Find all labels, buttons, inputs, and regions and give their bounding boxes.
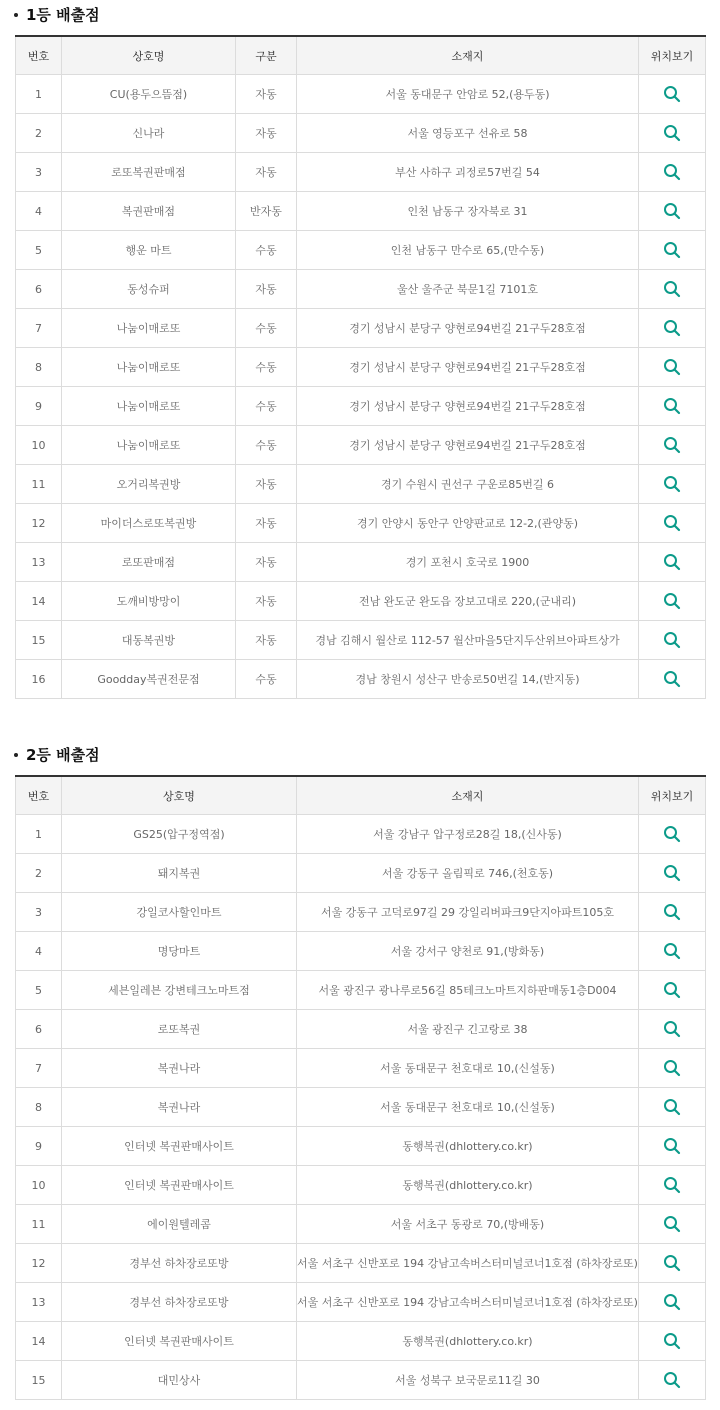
store-name: 행운 마트 <box>62 231 236 270</box>
table-row <box>16 1322 706 1361</box>
store-name: 돼지복권 <box>62 854 297 893</box>
search-icon <box>663 631 681 649</box>
search-icon <box>663 592 681 610</box>
row-number: 2 <box>16 114 62 153</box>
store-address: 부산 사하구 괴정로57번길 54 <box>297 153 639 192</box>
store-name: 복권나라 <box>62 1088 297 1127</box>
view-location-button[interactable] <box>660 589 684 613</box>
table-row <box>16 153 706 192</box>
store-name: 강일코사할인마트 <box>62 893 297 932</box>
location-cell <box>639 504 706 543</box>
store-address: 서울 영등포구 선유로 58 <box>297 114 639 153</box>
view-location-button[interactable] <box>660 822 684 846</box>
search-icon <box>663 1293 681 1311</box>
header-no: 번호 <box>16 36 62 75</box>
row-number: 10 <box>16 426 62 465</box>
row-number: 8 <box>16 348 62 387</box>
store-name: 로또판매점 <box>62 543 236 582</box>
row-number: 7 <box>16 1049 62 1088</box>
row-number: 15 <box>16 621 62 660</box>
search-icon <box>663 397 681 415</box>
row-number: 9 <box>16 1127 62 1166</box>
location-cell <box>639 75 706 114</box>
row-number: 16 <box>16 660 62 699</box>
store-name: 도깨비방망이 <box>62 582 236 621</box>
header-address: 소재지 <box>297 776 639 815</box>
search-icon <box>663 1332 681 1350</box>
view-location-button[interactable] <box>660 394 684 418</box>
table-row <box>16 893 706 932</box>
view-location-button[interactable] <box>660 1095 684 1119</box>
selection-type: 수동 <box>236 309 297 348</box>
view-location-button[interactable] <box>660 316 684 340</box>
view-location-button[interactable] <box>660 277 684 301</box>
store-name: 로또복권판매점 <box>62 153 236 192</box>
store-name: 나눔이매로또 <box>62 348 236 387</box>
selection-type: 자동 <box>236 114 297 153</box>
row-number: 6 <box>16 270 62 309</box>
location-cell <box>639 1205 706 1244</box>
search-icon <box>663 1098 681 1116</box>
location-cell <box>639 971 706 1010</box>
row-number: 11 <box>16 1205 62 1244</box>
section-title-second <box>14 744 100 765</box>
location-cell <box>639 621 706 660</box>
store-name: 인터넷 복권판매사이트 <box>62 1322 297 1361</box>
store-address: 서울 서초구 신반포로 194 강남고속버스터미널코너1호점 (하차장로또) <box>297 1244 639 1283</box>
store-name: 경부선 하차장로또방 <box>62 1283 297 1322</box>
search-icon <box>663 942 681 960</box>
location-cell <box>639 932 706 971</box>
view-location-button[interactable] <box>660 1251 684 1275</box>
store-name: 나눔이매로또 <box>62 387 236 426</box>
search-icon <box>663 85 681 103</box>
row-number: 8 <box>16 1088 62 1127</box>
header-name: 상호명 <box>62 36 236 75</box>
store-name: Goodday복권전문점 <box>62 660 236 699</box>
row-number: 3 <box>16 153 62 192</box>
search-icon <box>663 1020 681 1038</box>
location-cell <box>639 543 706 582</box>
search-icon <box>663 280 681 298</box>
row-number: 1 <box>16 815 62 854</box>
store-name: 마이더스로또복권방 <box>62 504 236 543</box>
view-location-button[interactable] <box>660 1056 684 1080</box>
location-cell <box>639 854 706 893</box>
store-address: 서울 강동구 올림픽로 746,(천호동) <box>297 854 639 893</box>
row-number: 12 <box>16 1244 62 1283</box>
view-location-button[interactable] <box>660 978 684 1002</box>
location-cell <box>639 582 706 621</box>
store-address: 서울 서초구 동광로 70,(방배동) <box>297 1205 639 1244</box>
location-cell <box>639 1244 706 1283</box>
search-icon <box>663 1215 681 1233</box>
table-row <box>16 621 706 660</box>
store-name: 대동복권방 <box>62 621 236 660</box>
table-row <box>16 348 706 387</box>
store-address: 경기 성남시 분당구 양현로94번길 21구두28호점 <box>297 387 639 426</box>
row-number: 14 <box>16 1322 62 1361</box>
table-row <box>16 1244 706 1283</box>
search-icon <box>663 981 681 999</box>
location-cell <box>639 1166 706 1205</box>
search-icon <box>663 1176 681 1194</box>
location-cell <box>639 1127 706 1166</box>
store-address: 동행복권(dhlottery.co.kr) <box>297 1127 639 1166</box>
table-row <box>16 582 706 621</box>
selection-type: 수동 <box>236 660 297 699</box>
store-address: 경남 창원시 성산구 반송로50번길 14,(반지동) <box>297 660 639 699</box>
selection-type: 자동 <box>236 153 297 192</box>
selection-type: 자동 <box>236 270 297 309</box>
view-location-button[interactable] <box>660 82 684 106</box>
view-location-button[interactable] <box>660 199 684 223</box>
view-location-button[interactable] <box>660 355 684 379</box>
table-row <box>16 192 706 231</box>
table-row <box>16 114 706 153</box>
row-number: 10 <box>16 1166 62 1205</box>
selection-type: 수동 <box>236 231 297 270</box>
location-cell <box>639 815 706 854</box>
table-row <box>16 1166 706 1205</box>
store-name: 로또복권 <box>62 1010 297 1049</box>
header-location: 위치보기 <box>639 36 706 75</box>
view-location-button[interactable] <box>660 1017 684 1041</box>
store-name: 에이원텔레콤 <box>62 1205 297 1244</box>
bullet-icon <box>14 13 18 17</box>
table-row <box>16 1127 706 1166</box>
store-address: 경기 성남시 분당구 양현로94번길 21구두28호점 <box>297 426 639 465</box>
view-location-button[interactable] <box>660 1329 684 1353</box>
view-location-button[interactable] <box>660 550 684 574</box>
table-row <box>16 426 706 465</box>
selection-type: 수동 <box>236 426 297 465</box>
header-name: 상호명 <box>62 776 297 815</box>
view-location-button[interactable] <box>660 1173 684 1197</box>
section-title-text: 2등 배출점 <box>26 746 100 764</box>
store-name: GS25(압구정역점) <box>62 815 297 854</box>
row-number: 1 <box>16 75 62 114</box>
store-address: 서울 광진구 긴고랑로 38 <box>297 1010 639 1049</box>
row-number: 7 <box>16 309 62 348</box>
store-name: 나눔이매로또 <box>62 309 236 348</box>
search-icon <box>663 864 681 882</box>
section-title-text: 1등 배출점 <box>26 6 100 24</box>
search-icon <box>663 358 681 376</box>
store-address: 경기 수원시 권선구 구운로85번길 6 <box>297 465 639 504</box>
view-location-button[interactable] <box>660 121 684 145</box>
search-icon <box>663 670 681 688</box>
store-name: 세븐일레븐 강변테크노마트점 <box>62 971 297 1010</box>
search-icon <box>663 514 681 532</box>
location-cell <box>639 465 706 504</box>
row-number: 11 <box>16 465 62 504</box>
selection-type: 자동 <box>236 621 297 660</box>
store-address: 서울 강남구 압구정로28길 18,(신사동) <box>297 815 639 854</box>
table-row <box>16 854 706 893</box>
selection-type: 자동 <box>236 582 297 621</box>
store-name: 복권나라 <box>62 1049 297 1088</box>
table-row <box>16 1088 706 1127</box>
selection-type: 수동 <box>236 348 297 387</box>
view-location-button[interactable] <box>660 1212 684 1236</box>
store-name: 신나라 <box>62 114 236 153</box>
store-address: 서울 서초구 신반포로 194 강남고속버스터미널코너1호점 (하차장로또) <box>297 1283 639 1322</box>
location-cell <box>639 1283 706 1322</box>
header-type: 구분 <box>236 36 297 75</box>
header-no: 번호 <box>16 776 62 815</box>
store-address: 인천 남동구 만수로 65,(만수동) <box>297 231 639 270</box>
table-row <box>16 504 706 543</box>
table-row <box>16 815 706 854</box>
store-name: 명당마트 <box>62 932 297 971</box>
table-header-row <box>16 776 706 815</box>
search-icon <box>663 319 681 337</box>
view-location-button[interactable] <box>660 900 684 924</box>
store-address: 경기 성남시 분당구 양현로94번길 21구두28호점 <box>297 348 639 387</box>
store-name: 대민상사 <box>62 1361 297 1400</box>
row-number: 15 <box>16 1361 62 1400</box>
view-location-button[interactable] <box>660 1290 684 1314</box>
table-row <box>16 971 706 1010</box>
search-icon <box>663 163 681 181</box>
table-row <box>16 1361 706 1400</box>
location-cell <box>639 387 706 426</box>
location-cell <box>639 1010 706 1049</box>
search-icon <box>663 1059 681 1077</box>
bullet-icon <box>14 753 18 757</box>
store-address: 경기 성남시 분당구 양현로94번길 21구두28호점 <box>297 309 639 348</box>
store-address: 동행복권(dhlottery.co.kr) <box>297 1166 639 1205</box>
row-number: 4 <box>16 192 62 231</box>
store-address: 동행복권(dhlottery.co.kr) <box>297 1322 639 1361</box>
section-title-first <box>14 4 100 25</box>
selection-type: 자동 <box>236 543 297 582</box>
table-row <box>16 231 706 270</box>
store-name: 나눔이매로또 <box>62 426 236 465</box>
search-icon <box>663 553 681 571</box>
view-location-button[interactable] <box>660 160 684 184</box>
location-cell <box>639 153 706 192</box>
table-row <box>16 75 706 114</box>
view-location-button[interactable] <box>660 433 684 457</box>
view-location-button[interactable] <box>660 238 684 262</box>
search-icon <box>663 436 681 454</box>
store-address: 경남 김해시 월산로 112-57 월산마을5단지두산위브아파트상가 <box>297 621 639 660</box>
row-number: 9 <box>16 387 62 426</box>
selection-type: 반자동 <box>236 192 297 231</box>
row-number: 5 <box>16 231 62 270</box>
store-address: 서울 성북구 보국문로11길 30 <box>297 1361 639 1400</box>
store-name: 인터넷 복권판매사이트 <box>62 1166 297 1205</box>
store-name: 경부선 하차장로또방 <box>62 1244 297 1283</box>
row-number: 14 <box>16 582 62 621</box>
location-cell <box>639 1322 706 1361</box>
selection-type: 자동 <box>236 465 297 504</box>
table-row <box>16 270 706 309</box>
table-row <box>16 1049 706 1088</box>
search-icon <box>663 202 681 220</box>
search-icon <box>663 825 681 843</box>
location-cell <box>639 114 706 153</box>
second-prize-table <box>15 775 706 1400</box>
location-cell <box>639 192 706 231</box>
row-number: 5 <box>16 971 62 1010</box>
row-number: 13 <box>16 1283 62 1322</box>
store-name: 인터넷 복권판매사이트 <box>62 1127 297 1166</box>
view-location-button[interactable] <box>660 1134 684 1158</box>
store-address: 서울 광진구 광나루로56길 85테크노마트지하판매동1층D004 <box>297 971 639 1010</box>
store-address: 울산 울주군 북문1길 7101호 <box>297 270 639 309</box>
location-cell <box>639 660 706 699</box>
location-cell <box>639 1088 706 1127</box>
store-address: 전남 완도군 완도읍 장보고대로 220,(군내리) <box>297 582 639 621</box>
row-number: 2 <box>16 854 62 893</box>
location-cell <box>639 1361 706 1400</box>
store-address: 서울 동대문구 안암로 52,(용두동) <box>297 75 639 114</box>
location-cell <box>639 231 706 270</box>
selection-type: 자동 <box>236 504 297 543</box>
table-row <box>16 1205 706 1244</box>
view-location-button[interactable] <box>660 667 684 691</box>
search-icon <box>663 1137 681 1155</box>
view-location-button[interactable] <box>660 628 684 652</box>
location-cell <box>639 348 706 387</box>
search-icon <box>663 124 681 142</box>
view-location-button[interactable] <box>660 939 684 963</box>
store-address: 서울 강서구 양천로 91,(방화동) <box>297 932 639 971</box>
selection-type: 자동 <box>236 75 297 114</box>
row-number: 12 <box>16 504 62 543</box>
location-cell <box>639 893 706 932</box>
view-location-button[interactable] <box>660 511 684 535</box>
store-address: 경기 안양시 동안구 안양판교로 12-2,(관양동) <box>297 504 639 543</box>
header-location: 위치보기 <box>639 776 706 815</box>
search-icon <box>663 1371 681 1389</box>
location-cell <box>639 309 706 348</box>
search-icon <box>663 241 681 259</box>
row-number: 4 <box>16 932 62 971</box>
store-address: 서울 강동구 고덕로97길 29 강일리버파크9단지아파트105호 <box>297 893 639 932</box>
table-row <box>16 932 706 971</box>
location-cell <box>639 270 706 309</box>
store-name: 복권판매점 <box>62 192 236 231</box>
row-number: 6 <box>16 1010 62 1049</box>
store-name: CU(용두으뜸점) <box>62 75 236 114</box>
store-name: 오거리복권방 <box>62 465 236 504</box>
store-address: 경기 포천시 호국로 1900 <box>297 543 639 582</box>
view-location-button[interactable] <box>660 1368 684 1392</box>
table-row <box>16 387 706 426</box>
store-address: 서울 동대문구 천호대로 10,(신설동) <box>297 1049 639 1088</box>
table-row <box>16 660 706 699</box>
view-location-button[interactable] <box>660 472 684 496</box>
location-cell <box>639 426 706 465</box>
first-prize-table <box>15 35 706 699</box>
table-row <box>16 465 706 504</box>
search-icon <box>663 1254 681 1272</box>
table-row <box>16 543 706 582</box>
selection-type: 수동 <box>236 387 297 426</box>
row-number: 13 <box>16 543 62 582</box>
location-cell <box>639 1049 706 1088</box>
view-location-button[interactable] <box>660 861 684 885</box>
store-name: 동성슈퍼 <box>62 270 236 309</box>
table-row <box>16 309 706 348</box>
table-header-row <box>16 36 706 75</box>
search-icon <box>663 903 681 921</box>
row-number: 3 <box>16 893 62 932</box>
store-address: 서울 동대문구 천호대로 10,(신설동) <box>297 1088 639 1127</box>
table-row <box>16 1010 706 1049</box>
table-row <box>16 1283 706 1322</box>
header-address: 소재지 <box>297 36 639 75</box>
search-icon <box>663 475 681 493</box>
store-address: 인천 남동구 장자북로 31 <box>297 192 639 231</box>
